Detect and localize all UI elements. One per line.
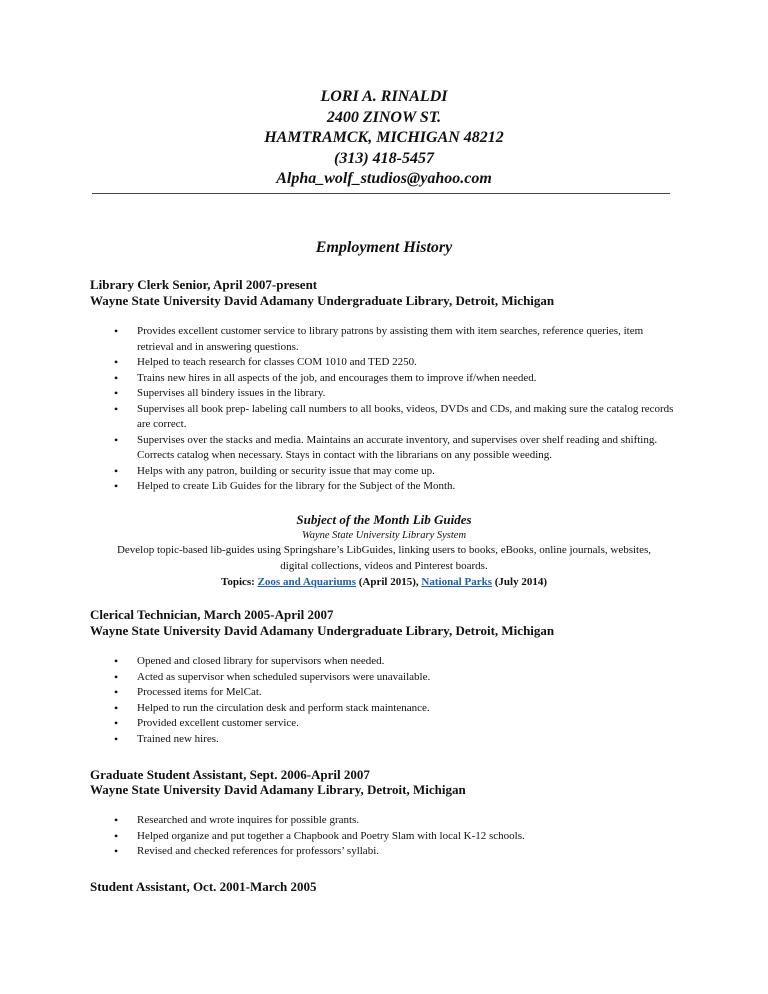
topic-link-national-parks[interactable]: National Parks bbox=[421, 576, 492, 588]
applicant-name: LORI A. RINALDI bbox=[320, 88, 448, 105]
bullet-icon: • bbox=[114, 700, 119, 715]
bullet-icon: • bbox=[114, 844, 119, 858]
bullet-icon: • bbox=[114, 654, 119, 668]
bullet-icon: • bbox=[114, 731, 119, 746]
job-organization: Wayne State University David Adamany Undergraduate Library, Detroit, Michigan bbox=[90, 293, 555, 308]
job-title: Clerical Technician, March 2005-April 2007 bbox=[90, 607, 334, 622]
job-duties-list bbox=[0, 654, 677, 747]
topic-link-zoos-and-aquariums[interactable]: Zoos and Aquariums bbox=[257, 576, 357, 588]
job-title: Graduate Student Assistant, Sept. 2006-April 2007 bbox=[90, 767, 370, 782]
bullet-icon: • bbox=[114, 432, 119, 447]
bullet-icon: • bbox=[114, 463, 119, 478]
bullet-icon: • bbox=[114, 370, 119, 385]
bullet-icon: • bbox=[114, 828, 119, 843]
list-item: • Trains new hires in all aspects of the job, and encourages them to improve if/when needed. bbox=[114, 370, 537, 385]
job-organization: Wayne State University David Adamany Undergraduate Library, Detroit, Michigan bbox=[90, 623, 555, 638]
job-organization: Wayne State University David Adamany Library, Detroit, Michigan bbox=[90, 782, 466, 797]
bullet-icon: • bbox=[114, 716, 119, 730]
job-title: Student Assistant, Oct. 2001-March 2005 bbox=[90, 879, 317, 894]
bullet-icon: • bbox=[114, 669, 119, 684]
phone-number: (313) 418-5457 bbox=[334, 149, 434, 167]
list-item: • Trained new hires. bbox=[114, 731, 219, 746]
job-duties-list bbox=[0, 813, 677, 860]
topic-date: (July 2014) bbox=[494, 576, 547, 588]
section-title-employment-history: Employment History bbox=[315, 239, 453, 256]
lib-guides-subtitle: Wayne State University Library System bbox=[301, 530, 467, 541]
list-item: • Acted as supervisor when scheduled supervisors were unavailable. bbox=[114, 669, 431, 684]
topic-date: (April 2015), bbox=[358, 576, 419, 588]
lib-guides-title: Subject of the Month Lib Guides bbox=[296, 512, 472, 527]
job-title: Library Clerk Senior, April 2007-present bbox=[90, 277, 318, 292]
bullet-icon: • bbox=[114, 685, 119, 699]
topics-label: Topics: bbox=[221, 576, 255, 588]
lib-guides-description: Develop topic-based lib-guides using Springshare’s LibGuides, linking users to books, eBooks, online journals, websites, digital collections, videos and Pinterest boards. bbox=[116, 544, 652, 572]
bullet-icon: • bbox=[114, 355, 119, 369]
contact-header bbox=[0, 87, 768, 190]
header-divider bbox=[92, 193, 670, 194]
list-item: • Helped to teach research for classes COM 1010 and TED 2250. bbox=[114, 355, 417, 369]
job-duties-list bbox=[0, 324, 677, 495]
list-item: • Revised and checked references for professors’ syllabi. bbox=[114, 844, 379, 858]
list-item: • Helped to run the circulation desk and perform stack maintenance. bbox=[114, 700, 430, 715]
bullet-icon: • bbox=[114, 401, 119, 416]
list-item: • Processed items for MelCat. bbox=[114, 685, 262, 699]
lib-guides-block bbox=[0, 511, 768, 590]
list-item: • Helped organize and put together a Chapbook and Poetry Slam with local K-12 schools. bbox=[114, 828, 525, 843]
bullet-icon: • bbox=[114, 324, 119, 338]
street-address: 2400 ZINOW ST. bbox=[326, 108, 442, 126]
list-item: • Provides excellent customer service to library patrons by assisting them with item searches, reference queries, item retrieval and in answering questions. bbox=[114, 324, 644, 353]
bullet-icon: • bbox=[114, 813, 119, 827]
list-item: • Helped to create Lib Guides for the library for the Subject of the Month. bbox=[114, 479, 456, 493]
list-item: • Opened and closed library for supervisors when needed. bbox=[114, 654, 385, 668]
bullet-icon: • bbox=[114, 386, 119, 400]
list-item: • Supervises over the stacks and media. Maintains an accurate inventory, and supervises over shelf reading and shifting. Corrects catalog when necessary. Stays in contact with the librarians on any possible weeding. bbox=[114, 432, 658, 461]
list-item: • Supervises all book prep- labeling call numbers to all books, videos, DVDs and CDs, and making sure the catalog records are correct. bbox=[114, 401, 674, 430]
bullet-icon: • bbox=[114, 479, 119, 493]
list-item: • Researched and wrote inquires for possible grants. bbox=[114, 813, 360, 827]
list-item: • Supervises all bindery issues in the library. bbox=[114, 386, 326, 400]
email-address: Alpha_wolf_studios@yahoo.com bbox=[276, 170, 492, 187]
list-item: • Provided excellent customer service. bbox=[114, 716, 299, 730]
lib-guides-topics bbox=[0, 574, 768, 590]
city-state-zip: HAMTRAMCK, MICHIGAN 48212 bbox=[264, 129, 504, 146]
list-item: • Helps with any patron, building or security issue that may come up. bbox=[114, 463, 435, 478]
